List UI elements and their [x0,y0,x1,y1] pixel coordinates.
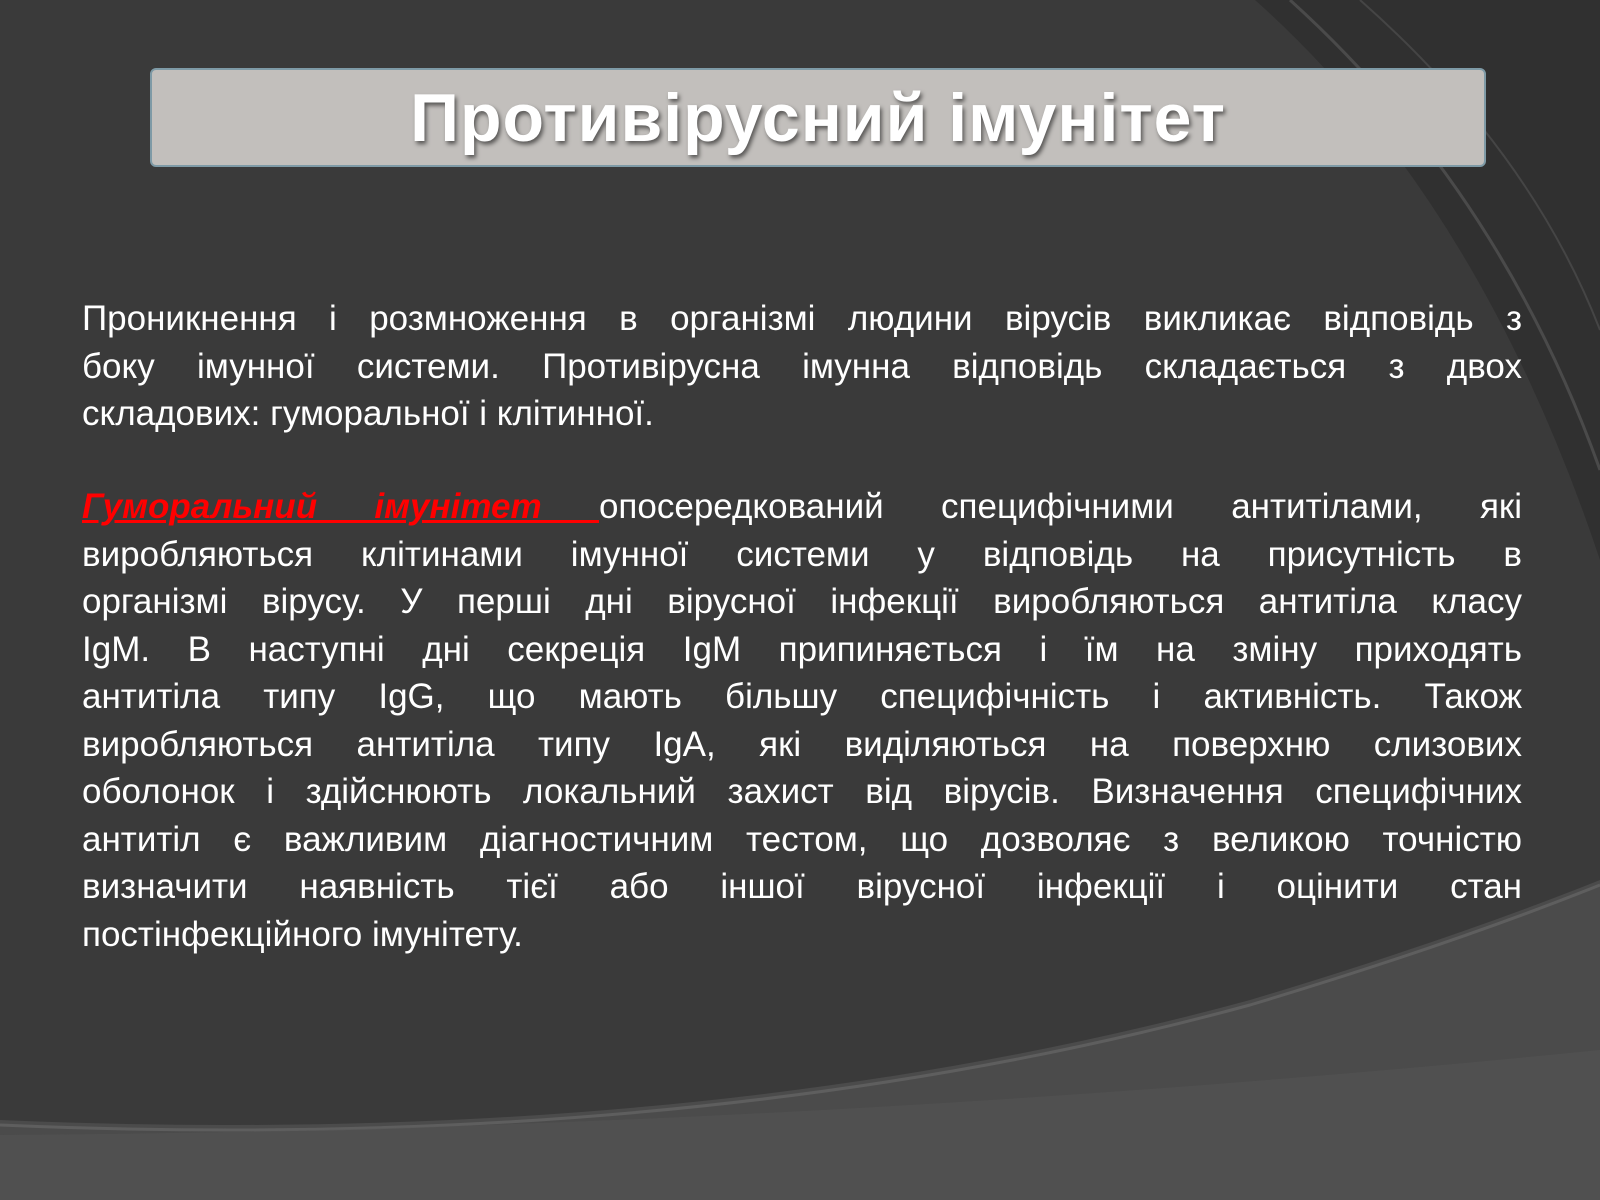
intro-line: складових: гуморальної і клітинної. [82,394,654,433]
humoral-line [82,483,1522,531]
humoral-line: виробляються клітинами імунної системи у відповідь на присутність в [82,534,1522,574]
slide-title: Противірусний імунітет [410,79,1226,156]
humoral-line: виробляються антитіла типу IgA, які виділяються на поверхню слизових [82,724,1522,764]
humoral-line: IgM. В наступні дні секреція IgM припиняється і їм на зміну приходять [82,629,1522,669]
intro-line: боку імунної системи. Противірусна імунна відповідь складається з двох [82,346,1522,386]
humoral-line: організмі вірусу. У перші дні вірусної інфекції виробляються антитіла класу [82,582,1522,621]
humoral-line: визначити наявність тієї або іншої вірусної інфекції і оцінити стан [82,867,1522,906]
title-box [150,68,1486,167]
humoral-line: антитіл є важливим діагностичним тестом, що дозволяє з великою точністю [82,819,1522,859]
humoral-paragraph [82,483,1522,958]
humoral-immunity-term: Гуморальний імунітет [82,487,599,526]
humoral-line: оболонок і здійснюють локальний захист від вірусів. Визначення специфічних [82,772,1522,811]
intro-line: Проникнення і розмноження в організмі людини вірусів викликає відповідь з [82,299,1522,338]
humoral-line: постінфекційного імунітету. [82,914,523,954]
intro-paragraph [82,295,1522,438]
humoral-line: антитіла типу IgG, що мають більшу специфічність і активність. Також [82,677,1522,716]
humoral-line-rest: опосередкований специфічними антитілами, які [598,487,1522,526]
